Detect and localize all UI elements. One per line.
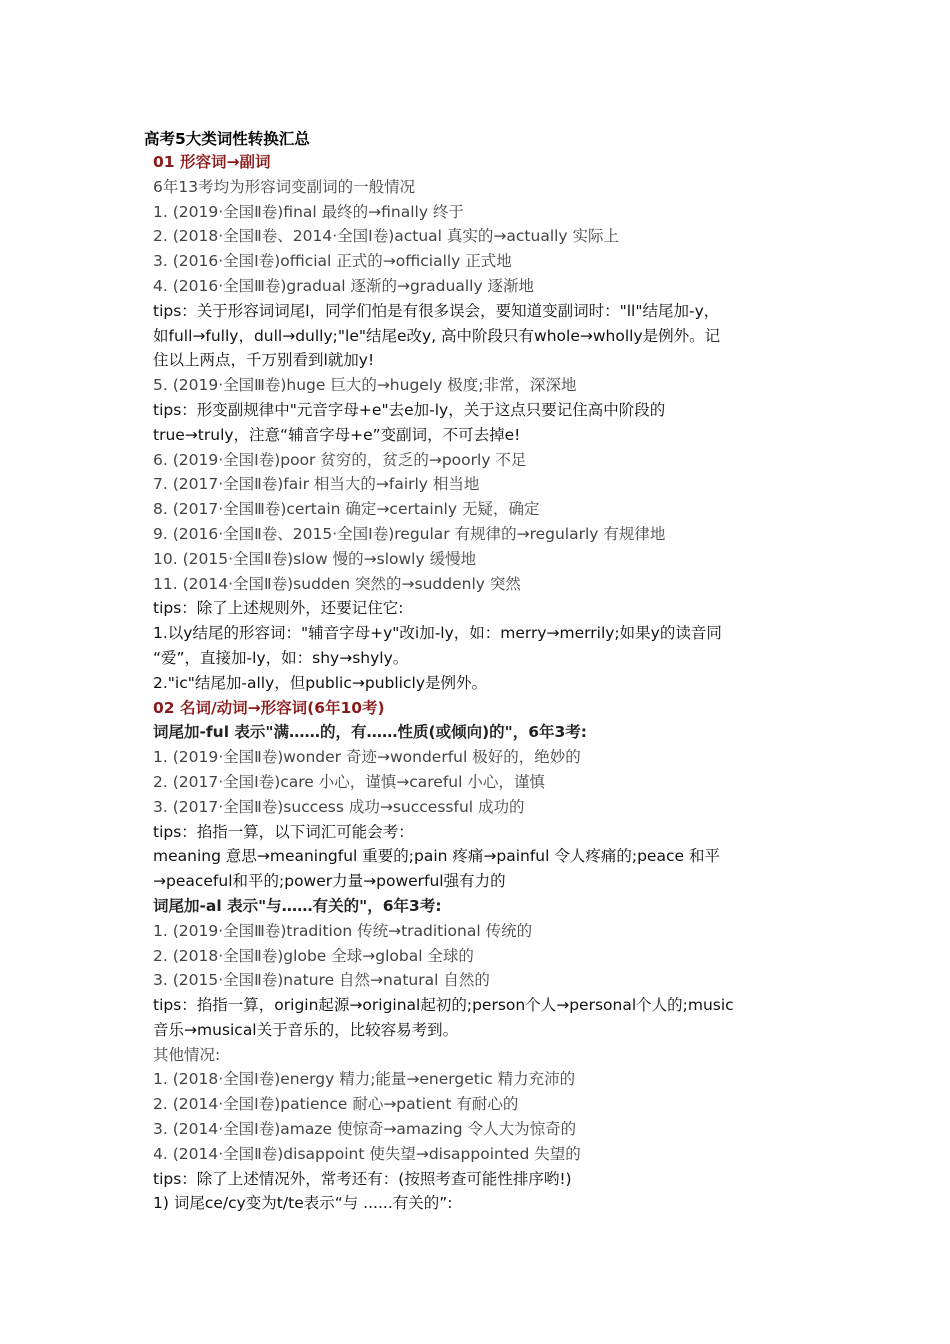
list-item: 6. (2019·全国Ⅰ卷)poor 贫穷的，贫乏的→poorly 不足 bbox=[153, 450, 527, 469]
list-item: 1. (2019·全国Ⅱ卷)final 最终的→finally 终于 bbox=[153, 202, 464, 221]
document-title: 高考5大类词性转换汇总 bbox=[144, 130, 310, 148]
list-item: 2. (2014·全国Ⅰ卷)patience 耐心→patient 有耐心的 bbox=[153, 1095, 519, 1114]
tip-line: tips：除了上述情况外，常考还有：(按照考查可能性排序哟!) bbox=[153, 1169, 572, 1188]
tip-line: tips：掐指一算，origin起源→original起初的;person个人→personal个人的;music bbox=[153, 996, 734, 1015]
list-item: 10. (2015·全国Ⅱ卷)slow 慢的→slowly 缓慢地 bbox=[153, 549, 477, 568]
tip-line: 1.以y结尾的形容词："辅音字母+y"改i加-ly，如：merry→merrily;如果y的读音同 bbox=[153, 624, 722, 643]
section-heading-noun-verb-to-adj: 02 名词/动词→形容词(6年10考) bbox=[153, 698, 385, 717]
tip-paragraph bbox=[153, 820, 801, 894]
document-body bbox=[153, 150, 801, 1216]
list-item: 3. (2016·全国Ⅰ卷)official 正式的→officially 正式地 bbox=[153, 252, 512, 271]
tip-paragraph bbox=[153, 299, 801, 373]
tip-line: tips：除了上述规则外，还要记住它: bbox=[153, 599, 404, 618]
list-item: 2. (2018·全国Ⅱ卷)globe 全球→global 全球的 bbox=[153, 946, 474, 965]
tip-line: tips：关于形容词词尾l，同学们怕是有很多误会，要知道变副词时："ll"结尾加-y， bbox=[153, 301, 720, 320]
tip-paragraph bbox=[153, 993, 801, 1043]
list-item: 2. (2018·全国Ⅱ卷、2014·全国Ⅰ卷)actual 真实的→actually 实际上 bbox=[153, 227, 620, 246]
list-item: 8. (2017·全国Ⅲ卷)certain 确定→certainly 无疑，确定 bbox=[153, 500, 540, 519]
list-item: 3. (2017·全国Ⅱ卷)success 成功→successful 成功的 bbox=[153, 797, 525, 816]
tip-line: 住以上两点，千万别看到l就加y! bbox=[153, 351, 375, 370]
list-item: 3. (2015·全国Ⅱ卷)nature 自然→natural 自然的 bbox=[153, 971, 490, 990]
tip-line: true→truly，注意“辅音字母+e”变副词，不可去掉e! bbox=[153, 425, 521, 444]
list-item: 1. (2019·全国Ⅲ卷)tradition 传统→traditional 传统的 bbox=[153, 921, 533, 940]
section-intro: 6年13考均为形容词变副词的一般情况 bbox=[153, 177, 416, 196]
list-item: 1. (2018·全国Ⅰ卷)energy 精力;能量→energetic 精力充沛的 bbox=[153, 1070, 576, 1089]
list-item: 9. (2016·全国Ⅱ卷、2015·全国Ⅰ卷)regular 有规律的→regularly 有规律地 bbox=[153, 524, 666, 543]
list-item: 4. (2016·全国Ⅲ卷)gradual 逐渐的→gradually 逐渐地 bbox=[153, 276, 535, 295]
tip-line: 音乐→musical关于音乐的，比较容易考到。 bbox=[153, 1020, 459, 1039]
tip-line: 2."ic"结尾加-ally，但public→publicly是例外。 bbox=[153, 673, 487, 692]
list-item: 3. (2014·全国Ⅰ卷)amaze 使惊奇→amazing 令人大为惊奇的 bbox=[153, 1120, 577, 1139]
list-item: 5. (2019·全国Ⅲ卷)huge 巨大的→hugely 极度;非常，深深地 bbox=[153, 376, 577, 395]
subsection-heading-ful: 词尾加-ful 表示"满……的，有……性质(或倾向)的"，6年3考: bbox=[153, 723, 588, 742]
rule-line: 1) 词尾ce/cy变为t/te表示“与 ......有关的”: bbox=[153, 1194, 453, 1213]
subsection-heading-other: 其他情况: bbox=[153, 1045, 221, 1064]
list-item: 11. (2014·全国Ⅱ卷)sudden 突然的→suddenly 突然 bbox=[153, 574, 521, 593]
list-item: 1. (2019·全国Ⅱ卷)wonder 奇迹→wonderful 极好的，绝妙的 bbox=[153, 748, 581, 767]
tip-line: “爱”，直接加-ly，如：shy→shyly。 bbox=[153, 648, 409, 667]
list-item: 7. (2017·全国Ⅱ卷)fair 相当大的→fairly 相当地 bbox=[153, 475, 480, 494]
section-heading-adj-to-adv: 01 形容词→副词 bbox=[153, 153, 271, 171]
tip-line: meaning 意思→meaningful 重要的;pain 疼痛→painful 令人疼痛的;peace 和平 bbox=[153, 847, 720, 866]
tip-line: 如full→fully，dull→dully;"le"结尾e改y, 高中阶段只有whole→wholly是例外。记 bbox=[153, 326, 721, 345]
list-item: 2. (2017·全国Ⅰ卷)care 小心，谨慎→careful 小心，谨慎 bbox=[153, 772, 545, 791]
list-item: 4. (2014·全国Ⅱ卷)disappoint 使失望→disappointed 失望的 bbox=[153, 1144, 581, 1163]
subsection-heading-al: 词尾加-al 表示"与……有关的"，6年3考: bbox=[153, 896, 442, 915]
tip-line: →peaceful和平的;power力量→powerful强有力的 bbox=[153, 872, 506, 891]
tip-paragraph bbox=[153, 398, 801, 448]
tip-line: tips：形变副规律中"元音字母+e"去e加-ly，关于这点只要记住高中阶段的 bbox=[153, 400, 666, 419]
tip-line: tips：掐指一算，以下词汇可能会考： bbox=[153, 822, 414, 841]
tip-paragraph bbox=[153, 596, 801, 695]
